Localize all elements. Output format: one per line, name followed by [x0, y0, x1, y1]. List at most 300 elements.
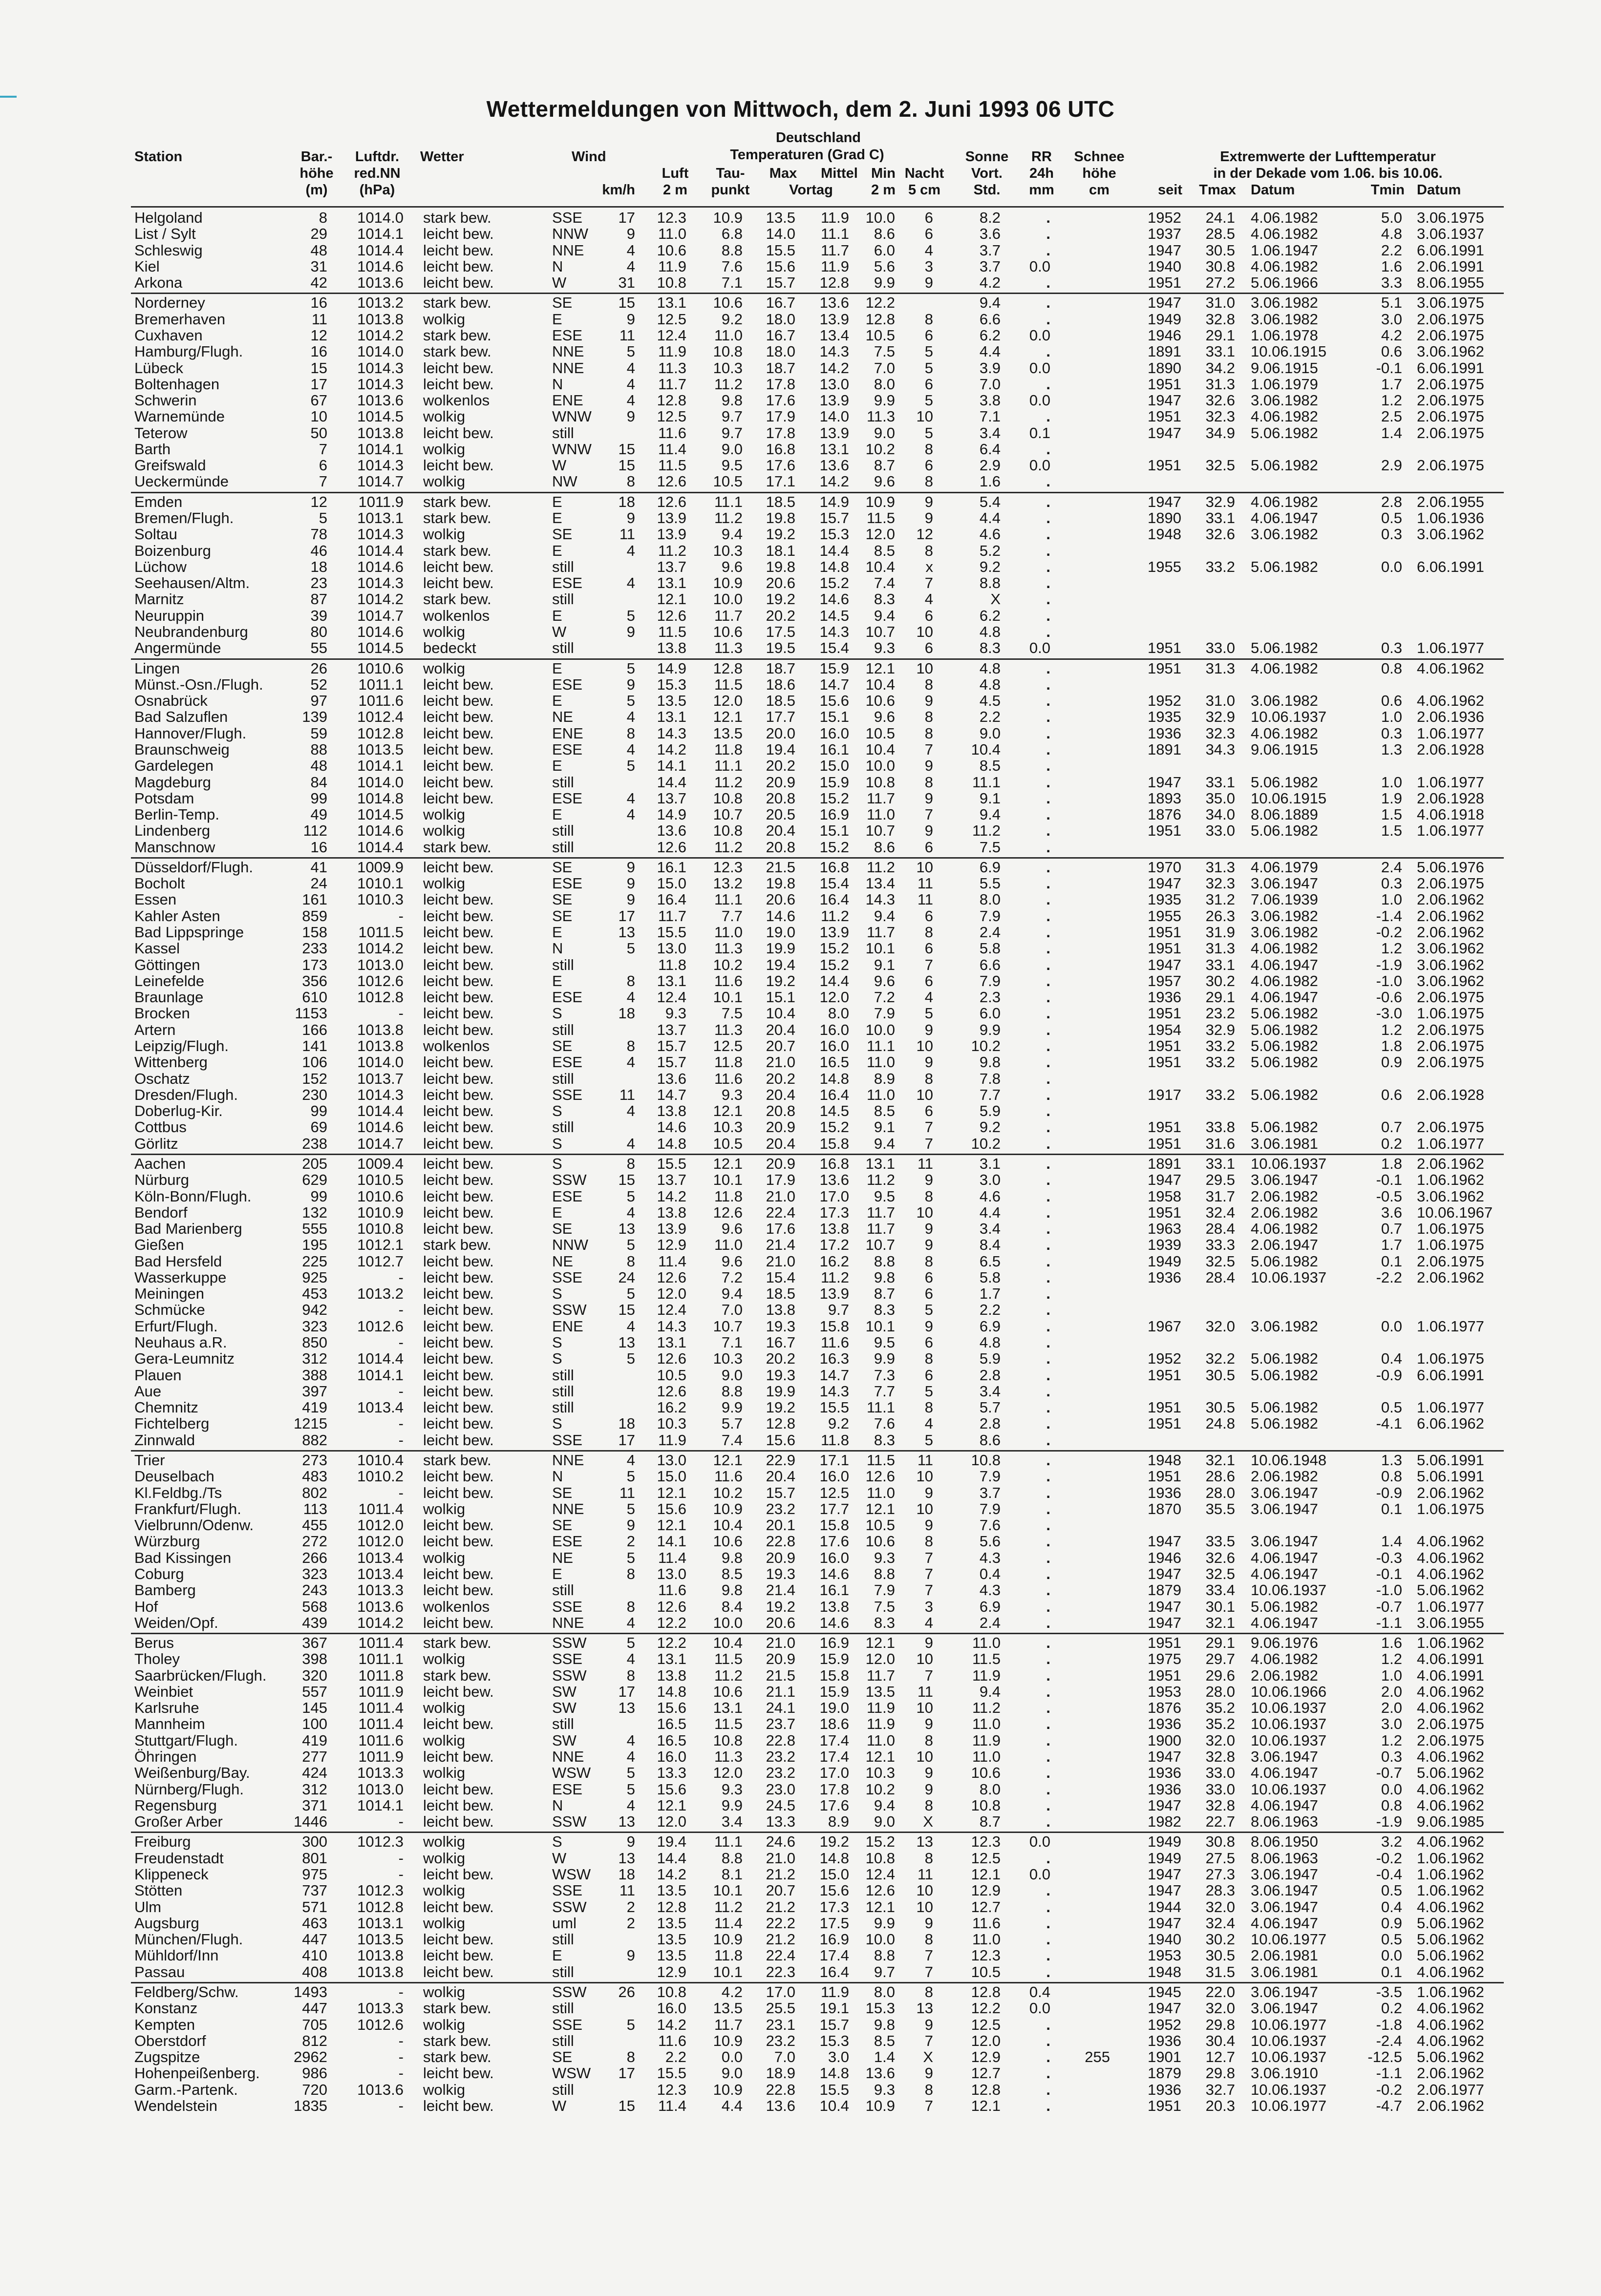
cell-taupunkt: 13.5: [713, 724, 743, 742]
cell-bar-hoehe: 139: [302, 708, 327, 726]
cell-luft-2m: 12.3: [657, 209, 686, 226]
cell-max-vortag: 16.8: [766, 440, 795, 458]
cell-tmax: 32.0: [1205, 2000, 1235, 2017]
cell-luft-2m: 13.5: [657, 1931, 686, 1948]
cell-mittel: 14.5: [819, 1102, 849, 1120]
cell-wind-richtung: E: [552, 607, 562, 624]
cell-tmax-datum: 3.06.1947: [1251, 875, 1318, 892]
cell-luftdruck: 1013.8: [357, 310, 404, 328]
cell-taupunkt: 9.3: [721, 1780, 743, 1798]
cell-seit: 1947: [1148, 773, 1181, 791]
cell-luft-2m: 13.7: [657, 1171, 686, 1189]
cell-mittel: 11.9: [820, 1983, 849, 2001]
cell-max-vortag: 21.0: [766, 1634, 795, 1652]
cell-tmax-datum: 3.06.1982: [1251, 526, 1318, 543]
cell-luft-2m: 14.9: [657, 806, 686, 823]
cell-taupunkt: 12.1: [713, 708, 743, 726]
cell-rr-24h: .: [1046, 1598, 1050, 1615]
cell-wind-kmh: 13: [618, 1849, 635, 1867]
cell-min-2m: 9.4: [874, 1135, 895, 1152]
cell-wind-richtung: ESE: [552, 574, 583, 592]
cell-mittel: 17.6: [819, 1796, 849, 1814]
cell-tmax: 20.3: [1205, 2097, 1235, 2114]
cell-bar-hoehe: 408: [302, 1963, 327, 1980]
cell-luftdruck: 1013.5: [357, 740, 404, 758]
cell-wind-kmh: 8: [626, 1666, 635, 1684]
cell-tmax-datum: 4.06.1947: [1251, 1764, 1318, 1782]
cell-luft-2m: 11.9: [658, 257, 686, 275]
cell-luft-2m: 11.0: [658, 225, 686, 243]
cell-nacht-5cm: 6: [924, 225, 933, 243]
cell-taupunkt: 5.7: [721, 1415, 743, 1432]
cell-mittel: 13.9: [819, 1285, 849, 1303]
cell-rr-24h: 0.4: [1029, 1983, 1050, 2001]
cell-wind-richtung: SSE: [552, 1268, 583, 1286]
cell-sonne: 3.4: [979, 1220, 1001, 1238]
cell-station: Boizenburg: [134, 542, 211, 559]
cell-luft-2m: 14.6: [657, 1118, 686, 1136]
cell-wind-richtung: still: [552, 1715, 574, 1733]
cell-min-2m: 9.6: [874, 473, 895, 490]
cell-max-vortag: 19.2: [766, 590, 795, 608]
cell-mittel: 19.1: [819, 2000, 849, 2017]
cell-luftdruck: 1011.4: [358, 1634, 404, 1652]
cell-nacht-5cm: 10: [916, 1882, 933, 1899]
cell-taupunkt: 10.1: [713, 1882, 743, 1899]
cell-wetter: stark bew.: [423, 542, 491, 559]
cell-sonne: 6.2: [979, 607, 1001, 624]
cell-sonne: 7.8: [979, 1070, 1001, 1087]
cell-rr-24h: .: [1046, 1171, 1050, 1189]
cell-luftdruck: 1013.2: [357, 294, 404, 312]
cell-wind-richtung: SE: [552, 1517, 573, 1534]
cell-rr-24h: .: [1046, 1468, 1050, 1485]
cell-wetter: stark bew.: [423, 2032, 491, 2049]
cell-tmax: 22.0: [1205, 1983, 1235, 2001]
cell-luft-2m: 11.4: [658, 1252, 686, 1270]
cell-station: Ulm: [134, 1898, 162, 1916]
cell-bar-hoehe: 312: [302, 1350, 327, 1368]
cell-tmin: 1.2: [1381, 1021, 1402, 1038]
cell-mittel: 14.8: [819, 2064, 849, 2082]
cell-min-2m: 9.0: [874, 424, 895, 442]
cell-max-vortag: 20.6: [766, 891, 795, 908]
cell-min-2m: 8.3: [874, 590, 895, 608]
cell-nacht-5cm: 4: [924, 590, 933, 608]
cell-sonne: 4.8: [979, 675, 1001, 693]
cell-seit: 1947: [1148, 1748, 1181, 1766]
cell-seit: 1970: [1148, 858, 1181, 876]
cell-rr-24h: .: [1046, 838, 1050, 856]
cell-max-vortag: 14.6: [766, 907, 795, 925]
cell-nacht-5cm: 4: [924, 989, 933, 1006]
cell-nacht-5cm: 13: [916, 1833, 933, 1851]
cell-taupunkt: 7.2: [721, 1268, 743, 1286]
cell-seit: 1947: [1148, 2000, 1181, 2017]
cell-min-2m: 12.4: [865, 1866, 895, 1883]
cell-sonne: 8.8: [979, 574, 1001, 592]
cell-seit: 1951: [1148, 1634, 1181, 1652]
col-sonne-1: Sonne: [965, 149, 1009, 165]
cell-rr-24h: 0.0: [1029, 392, 1050, 409]
cell-luft-2m: 11.2: [658, 542, 686, 559]
cell-station: Osnabrück: [134, 692, 208, 710]
cell-min-2m: 12.1: [865, 1748, 895, 1766]
cell-nacht-5cm: 5: [924, 1382, 933, 1400]
cell-station: Gera-Leumnitz: [134, 1350, 235, 1368]
cell-max-vortag: 21.1: [766, 1683, 795, 1700]
cell-mittel: 15.9: [819, 1650, 849, 1668]
cell-luftdruck: 1014.5: [357, 639, 404, 657]
cell-min-2m: 10.1: [865, 940, 895, 957]
cell-nacht-5cm: 7: [924, 956, 933, 973]
cell-max-vortag: 20.9: [766, 1118, 795, 1136]
cell-tmax-datum: 3.06.1947: [1251, 1866, 1318, 1883]
cell-bar-hoehe: 24: [310, 875, 327, 892]
cell-bar-hoehe: 225: [302, 1252, 327, 1270]
cell-nacht-5cm: 9: [924, 1715, 933, 1733]
cell-wind-richtung: W: [552, 2097, 567, 2114]
cell-luftdruck: 1013.7: [357, 1070, 404, 1087]
cell-wetter: wolkig: [423, 1764, 466, 1782]
cell-station: Frankfurt/Flugh.: [134, 1500, 241, 1517]
cell-tmin-datum: 2.06.1928: [1417, 740, 1484, 758]
cell-mittel: 18.6: [819, 1715, 849, 1733]
cell-tmax: 33.0: [1205, 1780, 1235, 1798]
cell-sonne: 4.3: [979, 1549, 1001, 1566]
cell-max-vortag: 23.2: [766, 1748, 795, 1766]
cell-bar-hoehe: 320: [302, 1666, 327, 1684]
cell-bar-hoehe: 145: [302, 1699, 327, 1717]
cell-luft-2m: 14.2: [657, 2016, 686, 2033]
cell-tmin: 2.4: [1381, 858, 1402, 876]
cell-max-vortag: 17.6: [766, 392, 795, 409]
cell-station: Augsburg: [134, 1914, 199, 1932]
cell-taupunkt: 9.6: [721, 558, 743, 575]
cell-wind-kmh: 13: [618, 924, 635, 941]
cell-nacht-5cm: 8: [924, 440, 933, 458]
cell-min-2m: 10.0: [865, 1931, 895, 1948]
cell-luft-2m: 13.5: [657, 1882, 686, 1899]
cell-rr-24h: .: [1046, 440, 1050, 458]
cell-seit: 1963: [1148, 1220, 1181, 1238]
cell-luftdruck: 1014.4: [357, 542, 404, 559]
cell-station: Klippeneck: [134, 1866, 209, 1883]
cell-nacht-5cm: 4: [924, 1614, 933, 1631]
cell-tmax-datum: 1.06.1979: [1251, 375, 1318, 393]
cell-rr-24h: .: [1046, 789, 1050, 807]
cell-station: Öhringen: [134, 1748, 197, 1766]
cell-max-vortag: 17.8: [766, 424, 795, 442]
cell-station: Potsdam: [134, 789, 194, 807]
cell-luft-2m: 12.1: [657, 590, 686, 608]
cell-wind-richtung: E: [552, 1203, 562, 1221]
cell-tmax: 32.9: [1205, 493, 1235, 510]
cell-min-2m: 10.9: [865, 2097, 895, 2114]
cell-mittel: 13.9: [819, 424, 849, 442]
cell-sonne: 3.6: [979, 225, 1001, 243]
cell-tmin: 0.6: [1381, 343, 1402, 360]
cell-luftdruck: -: [398, 1983, 404, 2001]
cell-wetter: wolkenlos: [423, 1037, 490, 1054]
cell-tmin: 0.1: [1381, 1963, 1402, 1980]
cell-wind-kmh: 5: [626, 1500, 635, 1517]
cell-min-2m: 11.5: [866, 1452, 895, 1469]
cell-bar-hoehe: 100: [302, 1715, 327, 1733]
cell-tmin-datum: 2.06.1975: [1417, 408, 1484, 425]
cell-mittel: 17.7: [819, 1500, 849, 1517]
cell-mittel: 14.2: [819, 359, 849, 377]
cell-min-2m: 9.4: [874, 1796, 895, 1814]
cell-tmax: 32.5: [1205, 457, 1235, 474]
cell-rr-24h: 0.0: [1029, 257, 1050, 275]
cell-nacht-5cm: 9: [924, 1236, 933, 1254]
cell-tmin: 0.1: [1381, 1252, 1402, 1270]
cell-luftdruck: 1014.6: [357, 623, 404, 640]
cell-mittel: 16.4: [819, 891, 849, 908]
cell-luftdruck: 1014.2: [357, 326, 404, 344]
cell-nacht-5cm: 9: [924, 1517, 933, 1534]
cell-max-vortag: 22.2: [766, 1914, 795, 1932]
cell-tmax: 30.8: [1205, 257, 1235, 275]
cell-luftdruck: 1013.4: [357, 1549, 404, 1566]
cell-nacht-5cm: 7: [924, 1549, 933, 1566]
cell-luftdruck: 1013.8: [357, 1037, 404, 1054]
cell-mittel: 15.1: [819, 708, 849, 726]
cell-tmax: 28.5: [1205, 225, 1235, 243]
cell-tmin-datum: 1.06.1977: [1417, 822, 1484, 840]
cell-luft-2m: 13.1: [657, 1334, 686, 1351]
cell-min-2m: 9.5: [874, 1334, 895, 1351]
cell-bar-hoehe: 46: [310, 542, 327, 559]
cell-nacht-5cm: 11: [917, 891, 933, 908]
cell-wind-kmh: 4: [626, 1748, 635, 1766]
cell-sonne: 6.6: [979, 956, 1001, 973]
cell-rr-24h: 0.0: [1029, 1866, 1050, 1883]
cell-rr-24h: .: [1046, 1796, 1050, 1814]
cell-seit: 1940: [1148, 257, 1181, 275]
cell-bar-hoehe: 166: [302, 1021, 327, 1038]
cell-mittel: 16.2: [819, 1252, 849, 1270]
cell-wind-kmh: 5: [626, 2016, 635, 2033]
cell-luft-2m: 14.7: [657, 1086, 686, 1103]
cell-max-vortag: 16.7: [766, 294, 795, 312]
cell-luft-2m: 13.9: [657, 1220, 686, 1238]
cell-tmax: 33.2: [1205, 1037, 1235, 1054]
cell-tmax-datum: 4.06.1982: [1251, 225, 1318, 243]
cell-max-vortag: 19.2: [766, 1399, 795, 1416]
cell-tmin-datum: 1.06.1977: [1417, 1598, 1484, 1615]
cell-sonne: 11.1: [972, 773, 1001, 791]
cell-luft-2m: 13.7: [657, 789, 686, 807]
cell-bar-hoehe: 6: [319, 457, 327, 474]
cell-taupunkt: 10.6: [713, 623, 743, 640]
cell-sonne: 9.9: [979, 1021, 1001, 1038]
cell-min-2m: 12.0: [865, 1650, 895, 1668]
cell-nacht-5cm: 9: [924, 822, 933, 840]
cell-taupunkt: 0.0: [721, 2048, 743, 2066]
cell-tmax: 27.3: [1205, 1866, 1235, 1883]
cell-tmax-datum: 5.06.1982: [1251, 1366, 1318, 1384]
cell-min-2m: 11.1: [866, 1037, 895, 1054]
cell-wind-richtung: still: [552, 558, 574, 575]
cell-sonne: 5.9: [979, 1350, 1001, 1368]
cell-min-2m: 8.8: [874, 1565, 895, 1582]
cell-tmin: 1.3: [1381, 1452, 1402, 1469]
cell-taupunkt: 4.4: [721, 2097, 743, 2114]
cell-luft-2m: 10.3: [657, 1415, 686, 1432]
cell-rr-24h: .: [1046, 2016, 1050, 2033]
cell-wind-richtung: SE: [552, 1037, 573, 1054]
cell-wind-kmh: 5: [626, 1634, 635, 1652]
cell-station: Oberstdorf: [134, 2032, 206, 2049]
cell-wetter: leicht bew.: [423, 891, 494, 908]
cell-nacht-5cm: 7: [924, 1565, 933, 1582]
cell-tmin: 0.7: [1381, 1118, 1402, 1136]
cell-wind-kmh: 4: [626, 740, 635, 758]
cell-luftdruck: -: [398, 907, 404, 925]
cell-rr-24h: .: [1046, 2081, 1050, 2098]
cell-tmax: 30.8: [1205, 1833, 1235, 1851]
cell-max-vortag: 20.7: [766, 1882, 795, 1899]
cell-taupunkt: 9.2: [721, 310, 743, 328]
cell-tmin-datum: 2.06.1975: [1417, 457, 1484, 474]
cell-luftdruck: 1012.0: [357, 1517, 404, 1534]
cell-wind-kmh: 4: [626, 1731, 635, 1749]
cell-rr-24h: .: [1046, 542, 1050, 559]
cell-max-vortag: 17.9: [766, 1171, 795, 1189]
cell-tmin-datum: 5.06.1962: [1417, 1581, 1484, 1599]
cell-wetter: wolkig: [423, 473, 466, 490]
cell-taupunkt: 8.5: [721, 1565, 743, 1582]
cell-mittel: 14.4: [819, 542, 849, 559]
cell-tmax-datum: 5.06.1982: [1251, 457, 1318, 474]
cell-wetter: leicht bew.: [423, 1220, 494, 1238]
cell-luft-2m: 12.6: [657, 1268, 686, 1286]
cell-mittel: 14.6: [819, 590, 849, 608]
cell-bar-hoehe: 388: [302, 1366, 327, 1384]
cell-min-2m: 9.1: [874, 956, 895, 973]
cell-schnee: 255: [1085, 2048, 1110, 2066]
cell-max-vortag: 19.8: [766, 558, 795, 575]
cell-wetter: leicht bew.: [423, 1135, 494, 1152]
cell-luftdruck: 1012.1: [357, 1236, 404, 1254]
cell-luft-2m: 14.8: [657, 1683, 686, 1700]
cell-wetter: wolkig: [423, 2016, 466, 2033]
cell-luftdruck: 1012.0: [357, 1533, 404, 1550]
cell-wetter: wolkig: [423, 1983, 466, 2001]
cell-nacht-5cm: 7: [924, 1118, 933, 1136]
cell-luftdruck: 1010.6: [357, 659, 404, 677]
cell-tmin-datum: 4.06.1962: [1417, 1699, 1484, 1717]
cell-taupunkt: 10.1: [713, 1963, 743, 1980]
cell-tmax: 29.8: [1205, 2016, 1235, 2033]
cell-luftdruck: 1013.4: [357, 1399, 404, 1416]
cell-nacht-5cm: 8: [924, 1731, 933, 1749]
cell-bar-hoehe: 424: [302, 1764, 327, 1782]
cell-tmin: 0.8: [1381, 1796, 1402, 1814]
cell-max-vortag: 21.0: [766, 1187, 795, 1205]
cell-wetter: stark bew.: [423, 294, 491, 312]
cell-rr-24h: .: [1046, 294, 1050, 312]
cell-bar-hoehe: 99: [310, 789, 327, 807]
cell-tmin-datum: 1.06.1962: [1417, 1866, 1484, 1883]
cell-station: Bendorf: [134, 1203, 188, 1221]
cell-wind-richtung: still: [552, 2000, 574, 2017]
cell-station: Hof: [134, 1598, 158, 1615]
cell-sonne: 5.9: [979, 1102, 1001, 1120]
cell-min-2m: 8.6: [874, 838, 895, 856]
cell-tmax: 32.1: [1205, 1614, 1235, 1631]
cell-tmax-datum: 4.06.1979: [1251, 858, 1318, 876]
cell-seit: 1949: [1148, 1252, 1181, 1270]
col-rr-2: 24h: [1029, 166, 1054, 181]
cell-tmin: -0.7: [1376, 1598, 1402, 1615]
cell-bar-hoehe: 23: [310, 574, 327, 592]
cell-luftdruck: 1009.9: [357, 858, 404, 876]
cell-wetter: wolkig: [423, 1500, 466, 1517]
cell-luft-2m: 15.5: [657, 924, 686, 941]
cell-tmin: 0.4: [1381, 1350, 1402, 1368]
col-rr-1: RR: [1031, 149, 1052, 165]
cell-taupunkt: 12.0: [713, 1764, 743, 1782]
cell-bar-hoehe: 882: [302, 1431, 327, 1449]
cell-tmin: 0.6: [1381, 1086, 1402, 1103]
cell-sonne: 12.2: [971, 2000, 1001, 2017]
cell-station: Bocholt: [134, 875, 185, 892]
cell-wind-richtung: E: [552, 692, 562, 710]
cell-wetter: leicht bew.: [423, 1963, 494, 1980]
cell-wetter: leicht bew.: [423, 1715, 494, 1733]
cell-tmax-datum: 1.06.1978: [1251, 326, 1318, 344]
cell-tmin-datum: 4.06.1991: [1417, 1666, 1484, 1684]
cell-rr-24h: .: [1046, 907, 1050, 925]
cell-nacht-5cm: 9: [924, 1171, 933, 1189]
cell-tmax-datum: 3.06.1947: [1251, 1171, 1318, 1189]
cell-seit: 1975: [1148, 1650, 1181, 1668]
cell-tmin: 0.3: [1381, 1748, 1402, 1766]
cell-tmin: 1.6: [1381, 257, 1402, 275]
cell-max-vortag: 17.7: [766, 708, 795, 726]
cell-taupunkt: 11.7: [714, 2016, 743, 2033]
cell-max-vortag: 20.9: [766, 1549, 795, 1566]
cell-tmax-datum: 10.06.1937: [1251, 2081, 1327, 2098]
cell-rr-24h: .: [1046, 1301, 1050, 1319]
cell-taupunkt: 10.5: [713, 1135, 743, 1152]
cell-tmax: 32.3: [1205, 875, 1235, 892]
cell-max-vortag: 13.6: [766, 2097, 795, 2114]
cell-min-2m: 11.7: [866, 924, 895, 941]
cell-wetter: leicht bew.: [423, 457, 494, 474]
cell-wetter: leicht bew.: [423, 1171, 494, 1189]
cell-luftdruck: 1014.6: [357, 822, 404, 840]
cell-min-2m: 7.0: [874, 359, 895, 377]
cell-tmin-datum: 6.06.1991: [1417, 1366, 1484, 1384]
cell-luft-2m: 11.7: [658, 907, 686, 925]
cell-luft-2m: 12.6: [657, 1598, 686, 1615]
cell-taupunkt: 9.8: [721, 1549, 743, 1566]
cell-seit: 1939: [1148, 1236, 1181, 1254]
cell-luft-2m: 14.2: [657, 1187, 686, 1205]
cell-seit: 1947: [1148, 1171, 1181, 1189]
cell-tmin-datum: 2.06.1962: [1417, 891, 1484, 908]
cell-station: Bad Hersfeld: [134, 1252, 222, 1270]
cell-wind-kmh: 8: [626, 1252, 635, 1270]
cell-taupunkt: 8.8: [721, 1382, 743, 1400]
cell-bar-hoehe: 975: [302, 1866, 327, 1883]
cell-tmin-datum: 5.06.1962: [1417, 2048, 1484, 2066]
cell-luftdruck: 1010.6: [357, 1187, 404, 1205]
